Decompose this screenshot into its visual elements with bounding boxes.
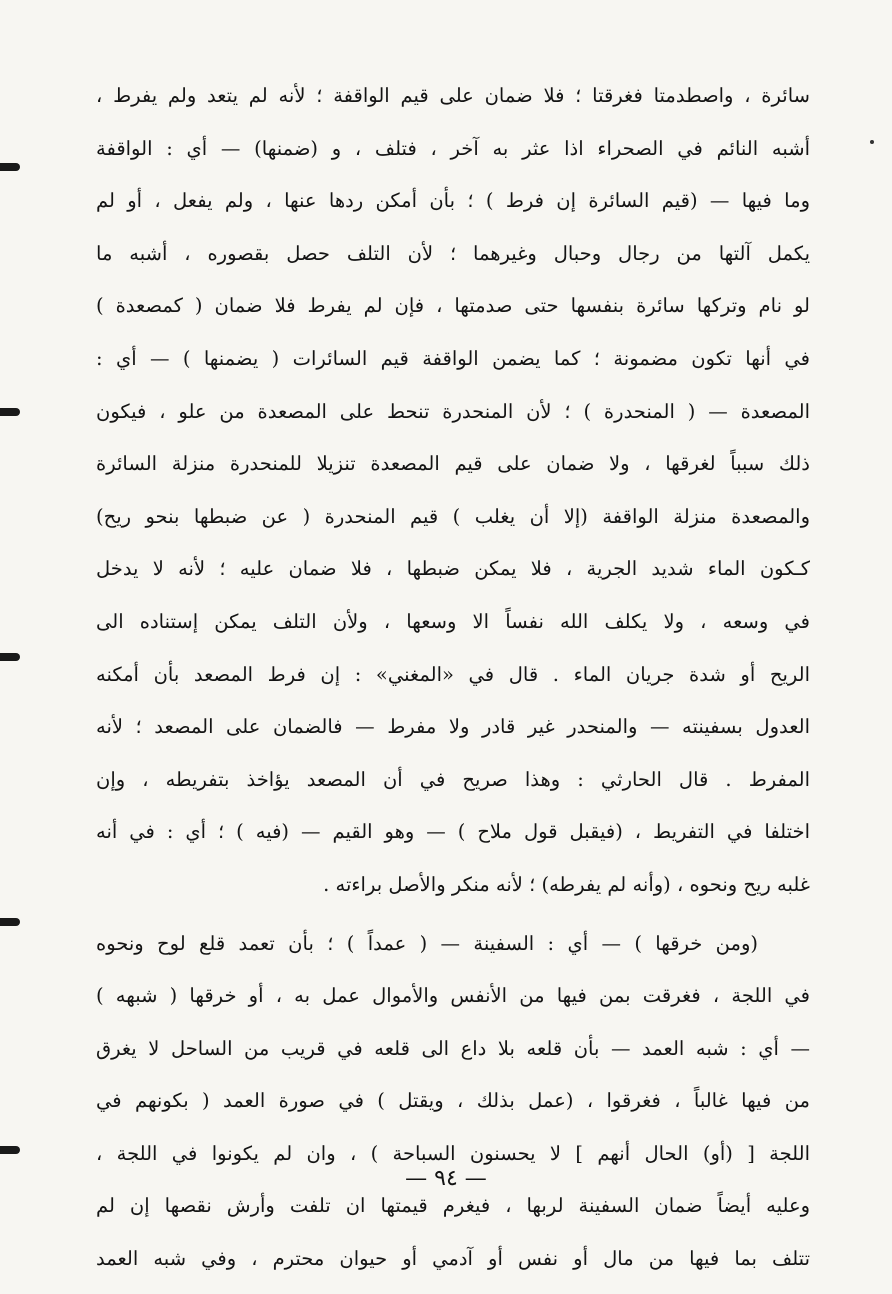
- text-line: كـكون الماء شديد الجرية ، فلا يمكن ضبطها ، فلا ضمان عليه ؛ لأنه لا يدخل: [96, 557, 810, 581]
- ink-speck: [870, 140, 874, 144]
- text-line: وعليه أيضاً ضمان السفينة لربها ، فيغرم قيمتها ان تلفت وأرش نقصها إن لم: [96, 1194, 810, 1218]
- page-number: — ٩٤ —: [405, 1166, 487, 1191]
- binding-mark: [0, 163, 20, 171]
- text-line: اختلفا في التفريط ، (فيقبل قول ملاح ) — وهو القيم — (فيه ) ؛ أي : في أنه: [96, 820, 810, 844]
- binding-mark: [0, 653, 20, 661]
- text-line: — أي : شبه العمد — بأن قلعه بلا داع الى قلعه في قريب من الساحل لا يغرق: [96, 1036, 810, 1060]
- text-line: أشبه النائم في الصحراء اذا عثر به آخر ، فتلف ، و (ضمنها) — أي : الواقفة: [96, 136, 810, 160]
- text-line: في وسعه ، ولا يكلف الله نفساً الا وسعها ، ولأن التلف يمكن إستناده الى: [96, 609, 810, 633]
- text-line: تتلف بما فيها من مال أو نفس أو آدمي أو حيوان محترم ، وفي شبه العمد: [96, 1247, 810, 1271]
- text-line: والمصعدة منزلة الواقفة (إلا أن يغلب ) قيم المنحدرة ( عن ضبطها بنحو ريح): [96, 504, 810, 528]
- text-line: من فيها غالباً ، فغرقوا ، (عمل بذلك ، ويقتل ) في صورة العمد ( بكونهم في: [96, 1089, 810, 1113]
- text-line: لو نام وتركها سائرة بنفسها حتى صدمتها ، فإن لم يفرط فلا ضمان ( كمصعدة ): [96, 294, 810, 318]
- text-line: في أنها تكون مضمونة ؛ كما يضمن الواقفة قيم السائرات ( يضمنها ) — أي :: [96, 346, 810, 370]
- text-line: ذلك سبباً لغرقها ، ولا ضمان على قيم المصعدة تنزيلا للمنحدرة منزلة السائرة: [96, 452, 810, 476]
- binding-mark: [0, 1146, 20, 1154]
- text-line: المفرط . قال الحارثي : وهذا صريح في أن المصعد يؤاخذ بتفريطه ، وإن: [96, 767, 810, 791]
- text-line: غلبه ريح ونحوه ، (وأنه لم يفرطه) ؛ لأنه منكر والأصل براءته .: [323, 872, 810, 896]
- binding-mark: [0, 408, 20, 416]
- text-line: في اللجة ، فغرقت بمن فيها من الأنفس والأموال عمل به ، أو خرقها ( شبهه ): [96, 984, 810, 1008]
- body-text: [96, 70, 810, 1286]
- binding-mark: [0, 918, 20, 926]
- text-line: يكمل آلتها من رجال وحبال وغيرهما ؛ لأن التلف حصل بقصوره ، أشبه ما: [96, 241, 810, 265]
- text-line: المصعدة — ( المنحدرة ) ؛ لأن المنحدرة تنحط على المصعدة من علو ، فيكون: [96, 399, 810, 423]
- text-line: سائرة ، واصطدمتا فغرقتا ؛ فلا ضمان على قيم الواقفة ؛ لأنه لم يتعد ولم يفرط ،: [96, 84, 810, 107]
- text-line: العدول بسفينته — والمنحدر غير قادر ولا مفرط — فالضمان على المصعد ؛ لأنه: [96, 715, 810, 739]
- text-line: اللجة [ (أو) الحال أنهم ] لا يحسنون السباحة ) ، وان لم يكونوا في اللجة ،: [96, 1141, 810, 1165]
- text-line: الريح أو شدة جريان الماء . قال في «المغني» : إن فرط المصعد بأن أمكنه: [96, 662, 810, 686]
- text-line: (ومن خرقها ) — أي : السفينة — ( عمداً ) ؛ بأن تعمد قلع لوح ونحوه: [96, 931, 758, 955]
- text-line: وما فيها — (قيم السائرة إن فرط ) ؛ بأن أمكن ردها عنها ، ولم يفعل ، أو لم: [96, 189, 810, 213]
